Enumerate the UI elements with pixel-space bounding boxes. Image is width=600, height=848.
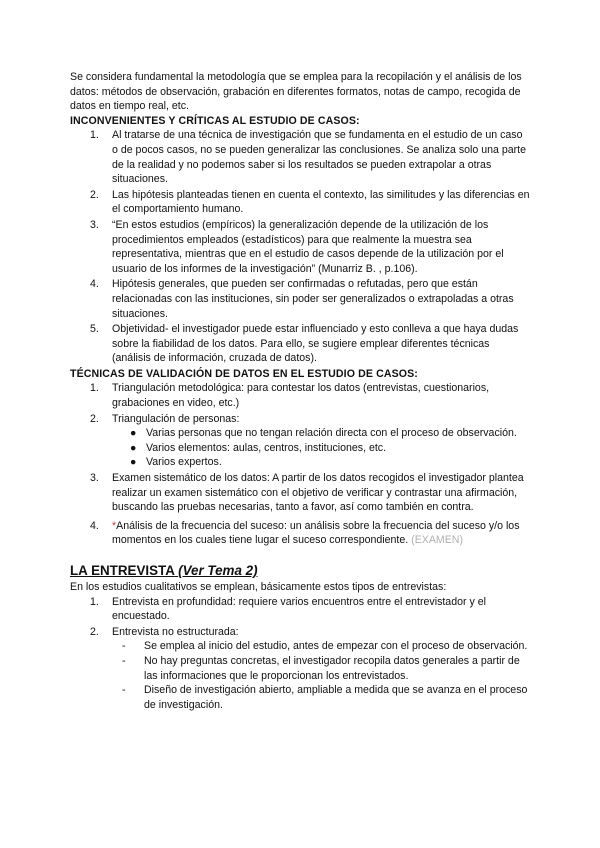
dash-icon: - (122, 684, 126, 697)
bullet-list (112, 426, 530, 470)
list-item: 3. Examen sistemático de los datos: A partir de los datos recogidos el investigador plantea realizar un examen sistemático con el objetivo de verificar y contrastar una afirmación, buscando las pruebas necesarias, tanto a favor, así como también en contra. (90, 472, 524, 514)
exam-tag: (EXAMEN) (411, 534, 463, 547)
bullet-icon: ● (130, 441, 137, 454)
list-item: 5. Objetividad- el investigador puede estar influenciado y esto conlleva a que haya dudas sobre la fiabilidad de los datos. Para ello, se sugiere emplear diferentes técnicas (análisis de información, cruzada de datos). (90, 323, 519, 365)
entrevista-title: LA ENTREVISTA (Ver Tema 2) (70, 563, 258, 578)
inconvenientes-heading: INCONVENIENTES Y CRÍTICAS AL ESTUDIO DE CASOS: (70, 114, 360, 127)
dash-item: - Diseño de investigación abierto, ampliable a medida que se avanza en el proceso de investigación. (122, 684, 528, 711)
dash-icon: - (122, 654, 126, 667)
bullet-icon: ● (130, 456, 137, 469)
bullet-item: ● Varios expertos. (130, 456, 222, 469)
list-item: 4. *Análisis de la frecuencia del suceso: un análisis sobre la frecuencia del suceso y/o los momentos en los cuales tiene lugar el suceso correspondiente. (EXAMEN) (90, 519, 520, 547)
intro-paragraph: Se considera fundamental la metodología que se emplea para la recopilación y el análisis de los datos: métodos de observación, grabación en diferentes formatos, notas de campo, recogida de datos en tiempo real, etc. (70, 71, 522, 113)
list-item: 1. Entrevista en profundidad: requiere varios encuentros entre el entrevistador y el encuestado. (90, 595, 486, 623)
list-item: 4. Hipótesis generales, que pueden ser confirmadas o refutadas, pero que están relacionadas con las instituciones, sin poder ser generalizados o extrapoladas a otras situaciones. (90, 278, 514, 320)
list-item: 2. Triangulación de personas: ● Varias personas que no tengan relación directa con el proceso de observación. ● Varios elementos: aulas, centros, instituciones, etc. ● Varios expertos. (112, 412, 530, 470)
bullet-item: ● Varios elementos: aulas, centros, instituciones, etc. (130, 441, 387, 454)
tecnicas-list (70, 381, 530, 548)
list-item: 2. Entrevista no estructurada: - Se emplea al inicio del estudio, antes de empezar con el proceso de observación. - No hay preguntas concretas, el investigador recopila datos generales a partir de las informaciones que le proporcionan los entrevistados. - Diseño de investigación abierto, ampliable a medida que se avanza en el proceso de investigación. (112, 625, 530, 713)
list-item: 1. Al tratarse de una técnica de investigación que se fundamenta en el estudio de un caso o de pocos casos, no se pueden generalizar las conclusiones. Se analiza solo una parte de la realidad y no podemos saber si los resultados se pueden extrapolar a otras situaciones. (90, 129, 527, 186)
dash-item: - Se emplea al inicio del estudio, antes de empezar con el proceso de observación. (122, 640, 528, 653)
list-item: 3. “En estos estudios (empíricos) la generalización depende de la utilización de los procedimientos empleados (estadísticos) para que realmente la muestra sea representativa, mientras que en el estudio de casos depende de la utilización por el usuario de los informes de la investigación” (Munarriz B. , p.106). (90, 218, 504, 275)
dash-item: - No hay preguntas concretas, el investigador recopila datos generales a partir de las informaciones que le proporcionan los entrevistados. (122, 654, 520, 682)
entrevista-intro: En los estudios cualitativos se emplean, básicamente estos tipos de entrevistas: (70, 581, 447, 593)
tecnicas-heading: TÉCNICAS DE VALIDACIÓN DE DATOS EN EL ESTUDIO DE CASOS: (70, 367, 418, 380)
list-item: 1. Triangulación metodológica: para contestar los datos (entrevistas, cuestionarios, grabaciones en video, etc.) (90, 382, 490, 410)
star-marker: * (112, 519, 117, 532)
dash-icon: - (122, 640, 126, 653)
entrevista-list (70, 595, 530, 713)
bullet-icon: ● (130, 427, 137, 440)
bullet-item: ● Varias personas que no tengan relación directa con el proceso de observación. (130, 427, 517, 440)
list-item: 2. Las hipótesis planteadas tienen en cuenta el contexto, las similitudes y las diferencias en el comportamiento humano. (90, 188, 530, 216)
inconvenientes-list (70, 128, 530, 366)
dash-list (112, 639, 530, 712)
